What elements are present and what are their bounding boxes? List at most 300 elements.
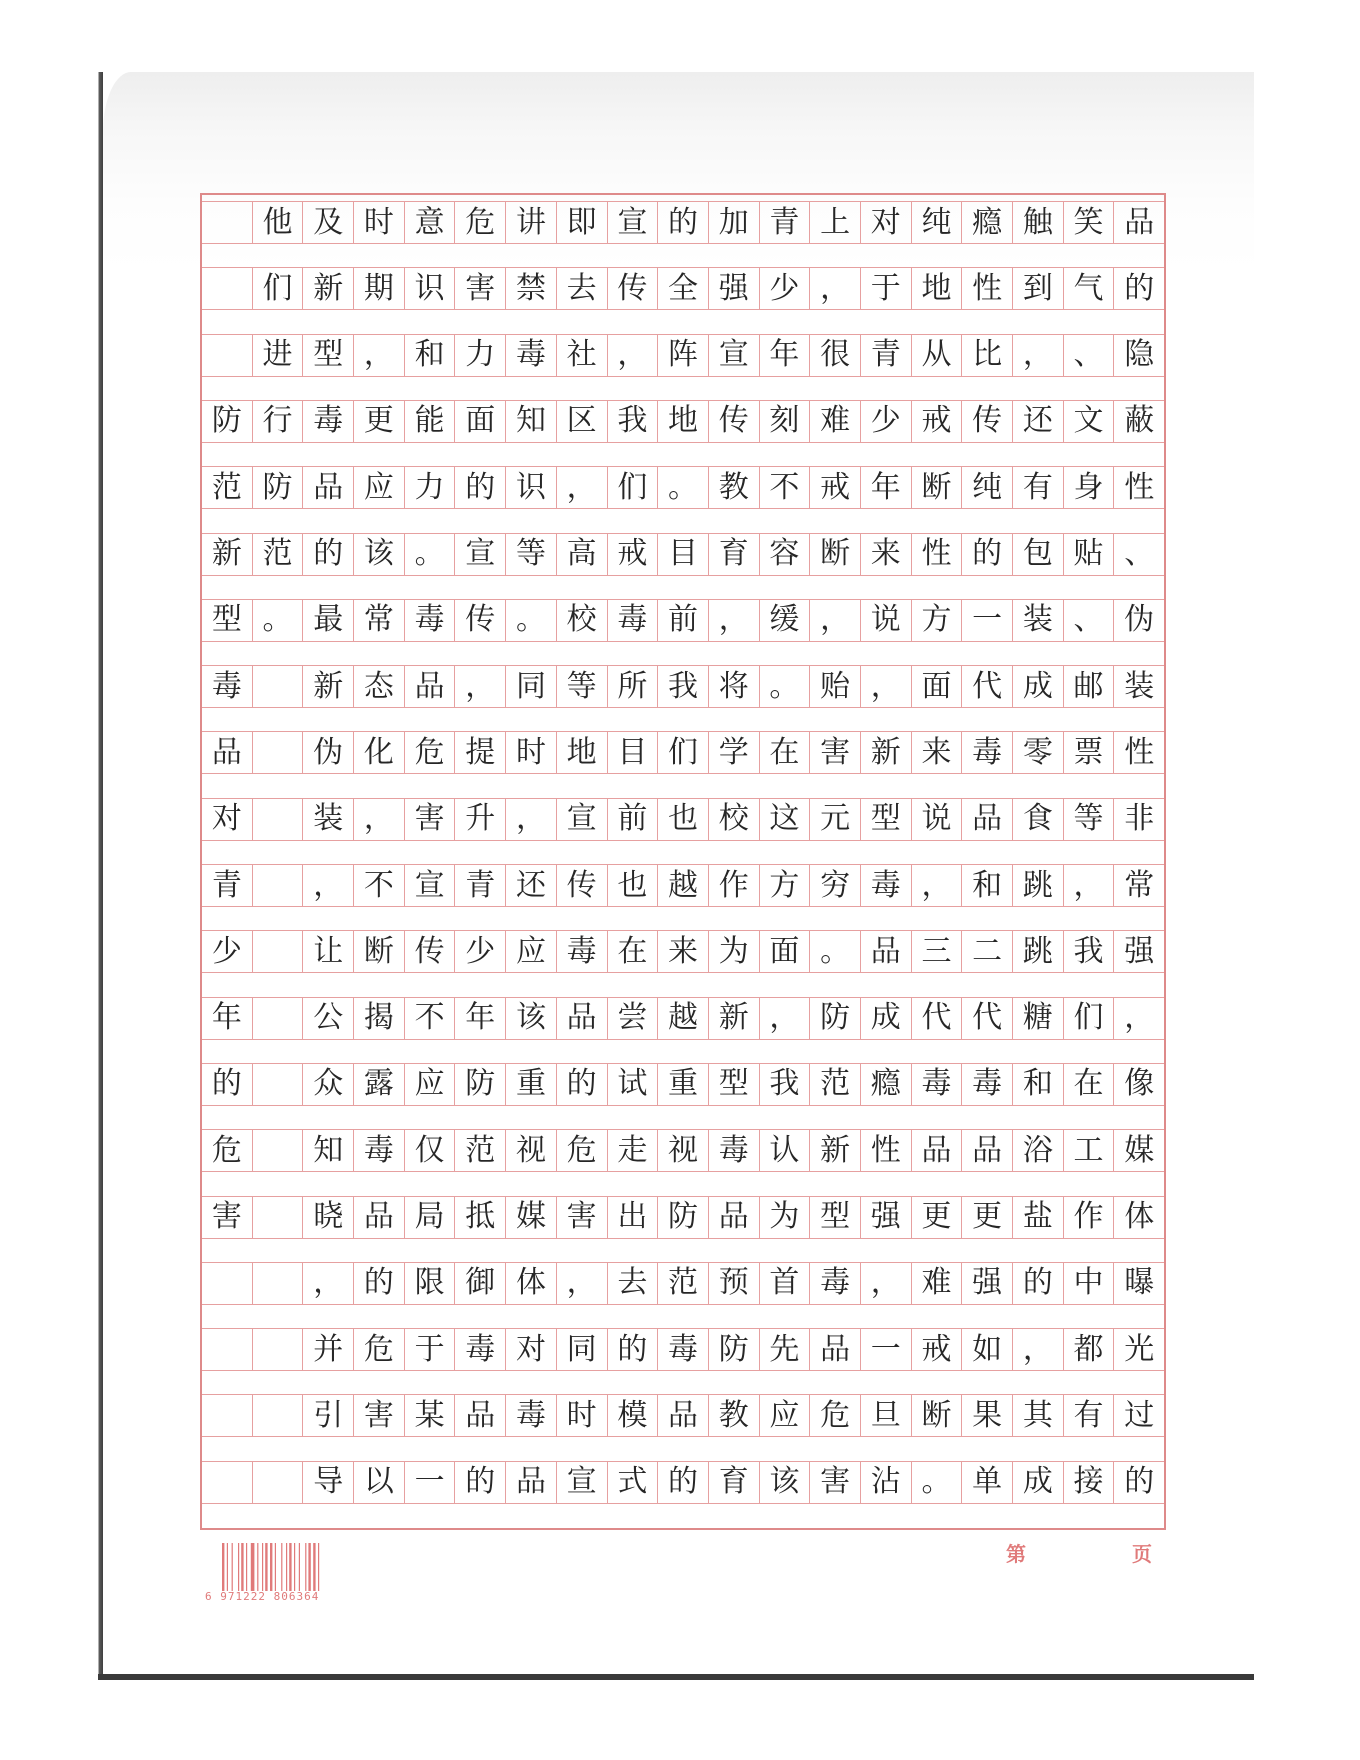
grid-cell bbox=[252, 799, 303, 840]
grid-cell: 范 bbox=[809, 1064, 860, 1105]
grid-cell: 瘾 bbox=[961, 202, 1012, 243]
grid-cell: 于 bbox=[404, 1329, 455, 1370]
grid-cell: 害 bbox=[809, 732, 860, 773]
grid-cell: 升 bbox=[454, 799, 505, 840]
grid-cell: 都 bbox=[1063, 1329, 1114, 1370]
grid-cell: 将 bbox=[708, 666, 759, 707]
grid-cell: 纯 bbox=[911, 202, 962, 243]
grid-cell: 该 bbox=[353, 534, 404, 575]
grid-row bbox=[202, 533, 1164, 576]
grid-cell: 年 bbox=[454, 998, 505, 1039]
grid-cell bbox=[252, 1329, 303, 1370]
grid-cell: 视 bbox=[657, 1130, 708, 1171]
grid-cell: 毒 bbox=[211, 668, 242, 704]
grid-cell: 识 bbox=[505, 467, 556, 508]
grid-cell: 众 bbox=[302, 1064, 353, 1105]
grid-cell: 露 bbox=[353, 1064, 404, 1105]
grid-cell: 面 bbox=[911, 666, 962, 707]
grid-cell: ， bbox=[353, 335, 404, 376]
grid-cell: 更 bbox=[353, 401, 404, 442]
grid-cell: 毒 bbox=[708, 1130, 759, 1171]
grid-cell: 能 bbox=[404, 401, 455, 442]
grid-cell: 戒 bbox=[607, 534, 658, 575]
barcode-image bbox=[222, 1543, 368, 1591]
grid-cell: 毒 bbox=[961, 1064, 1012, 1105]
grid-cell: 笑 bbox=[1063, 202, 1114, 243]
grid-cell: 危 bbox=[353, 1329, 404, 1370]
grid-cell: 。 bbox=[759, 666, 810, 707]
grid-cell: 。 bbox=[911, 1462, 962, 1503]
grid-cell: 应 bbox=[353, 467, 404, 508]
grid-cell: 装 bbox=[1113, 666, 1164, 707]
barcode-number: 6 971222 806364 bbox=[205, 1590, 320, 1603]
grid-cell: 前 bbox=[607, 799, 658, 840]
grid-cell bbox=[252, 1064, 303, 1105]
grid-row bbox=[202, 1196, 1164, 1239]
grid-cell: 二 bbox=[961, 931, 1012, 972]
grid-cell: 。 bbox=[252, 600, 303, 641]
grid-cell: 力 bbox=[454, 335, 505, 376]
grid-cell: 教 bbox=[708, 1395, 759, 1436]
grid-cell: 加 bbox=[708, 202, 759, 243]
grid-cell: ， bbox=[302, 865, 353, 906]
grid-cell: 毒 bbox=[353, 1130, 404, 1171]
grid-cell: 票 bbox=[1063, 732, 1114, 773]
grid-cell: 不 bbox=[404, 998, 455, 1039]
grid-cell: 盐 bbox=[1012, 1197, 1063, 1238]
grid-cell: 还 bbox=[505, 865, 556, 906]
grid-cell: 文 bbox=[1063, 401, 1114, 442]
grid-row bbox=[202, 1063, 1164, 1106]
grid-cell: 在 bbox=[759, 732, 810, 773]
grid-cell: 应 bbox=[759, 1395, 810, 1436]
grid-cell: 性 bbox=[860, 1130, 911, 1171]
grid-cell: 曝 bbox=[1113, 1263, 1164, 1304]
grid-cell: 防 bbox=[454, 1064, 505, 1105]
grid-cell: 面 bbox=[454, 401, 505, 442]
scan-background-left bbox=[0, 72, 103, 1678]
grid-cell: 我 bbox=[1063, 931, 1114, 972]
grid-cell: 不 bbox=[353, 865, 404, 906]
grid-cell: 戒 bbox=[911, 401, 962, 442]
grid-cell: 的 bbox=[454, 467, 505, 508]
grid-cell: 断 bbox=[353, 931, 404, 972]
grid-cell: 范 bbox=[252, 534, 303, 575]
grid-cell: ， bbox=[809, 268, 860, 309]
grid-cell: 传 bbox=[961, 401, 1012, 442]
grid-cell: 少 bbox=[860, 401, 911, 442]
grid-cell: 食 bbox=[1012, 799, 1063, 840]
grid-cell: ， bbox=[1063, 865, 1114, 906]
grid-cell: 为 bbox=[708, 931, 759, 972]
grid-cell: 工 bbox=[1063, 1130, 1114, 1171]
grid-cell bbox=[252, 1395, 303, 1436]
grid-cell: 毒 bbox=[454, 1329, 505, 1370]
grid-cell: 应 bbox=[404, 1064, 455, 1105]
grid-cell: 对 bbox=[505, 1329, 556, 1370]
grid-cell: 这 bbox=[759, 799, 810, 840]
grid-cell: 跳 bbox=[1012, 931, 1063, 972]
grid-cell: 并 bbox=[302, 1329, 353, 1370]
grid-cell: 区 bbox=[556, 401, 607, 442]
grid-cell: 装 bbox=[302, 799, 353, 840]
grid-cell: 地 bbox=[657, 401, 708, 442]
grid-cell: 品 bbox=[961, 799, 1012, 840]
grid-cell: 更 bbox=[961, 1197, 1012, 1238]
grid-cell: 最 bbox=[302, 600, 353, 641]
grid-cell: 容 bbox=[759, 534, 810, 575]
grid-cell: 时 bbox=[505, 732, 556, 773]
grid-cell: 态 bbox=[353, 666, 404, 707]
grid-cell: 为 bbox=[759, 1197, 810, 1238]
grid-cell bbox=[202, 268, 252, 309]
grid-cell: 时 bbox=[353, 202, 404, 243]
grid-cell: 危 bbox=[454, 202, 505, 243]
grid-cell: 危 bbox=[404, 732, 455, 773]
grid-cell: 以 bbox=[353, 1462, 404, 1503]
grid-cell: 们 bbox=[607, 467, 658, 508]
grid-cell: 防 bbox=[211, 403, 242, 439]
grid-cell: 少 bbox=[759, 268, 810, 309]
grid-cell: 代 bbox=[961, 666, 1012, 707]
grid-cell: 和 bbox=[404, 335, 455, 376]
grid-cell: 果 bbox=[961, 1395, 1012, 1436]
grid-cell: 视 bbox=[505, 1130, 556, 1171]
grid-row bbox=[202, 1461, 1164, 1504]
grid-cell bbox=[202, 1395, 252, 1436]
grid-cell: 学 bbox=[708, 732, 759, 773]
grid-cell: 品 bbox=[860, 931, 911, 972]
grid-cell: 一 bbox=[404, 1462, 455, 1503]
grid-cell: 新 bbox=[211, 536, 242, 571]
grid-cell: 的 bbox=[353, 1263, 404, 1304]
grid-cell: 新 bbox=[860, 732, 911, 773]
grid-cell: 瘾 bbox=[860, 1064, 911, 1105]
grid-cell: 毒 bbox=[302, 401, 353, 442]
grid-cell: 性 bbox=[1113, 732, 1164, 773]
grid-cell: 品 bbox=[911, 1130, 962, 1171]
grid-cell: 宣 bbox=[556, 799, 607, 840]
grid-cell: 毒 bbox=[657, 1329, 708, 1370]
grid-cell bbox=[202, 335, 252, 376]
grid-cell: 来 bbox=[860, 534, 911, 575]
grid-row bbox=[202, 400, 1164, 443]
writing-grid bbox=[200, 193, 1166, 1530]
grid-cell: 危 bbox=[556, 1130, 607, 1171]
grid-cell: 抵 bbox=[454, 1197, 505, 1238]
grid-cell bbox=[252, 1197, 303, 1238]
grid-cell: 常 bbox=[1113, 865, 1164, 906]
grid-cell: 其 bbox=[1012, 1395, 1063, 1436]
grid-cell: 他 bbox=[252, 202, 303, 243]
grid-cell: 青 bbox=[759, 202, 810, 243]
grid-cell: ， bbox=[759, 998, 810, 1039]
grid-cell: 社 bbox=[556, 335, 607, 376]
grid-cell: 体 bbox=[1113, 1197, 1164, 1238]
grid-cell: 尝 bbox=[607, 998, 658, 1039]
grid-cell: 的 bbox=[657, 1462, 708, 1503]
grid-cell: 少 bbox=[454, 931, 505, 972]
grid-cell: 地 bbox=[911, 268, 962, 309]
grid-cell: 刻 bbox=[759, 401, 810, 442]
grid-cell: 出 bbox=[607, 1197, 658, 1238]
grid-cell: 光 bbox=[1113, 1329, 1164, 1370]
grid-cell bbox=[252, 1263, 303, 1304]
grid-cell: 校 bbox=[556, 600, 607, 641]
grid-cell: 到 bbox=[1012, 268, 1063, 309]
grid-cell: 某 bbox=[404, 1395, 455, 1436]
grid-cell: 新 bbox=[809, 1130, 860, 1171]
grid-cell: 们 bbox=[657, 732, 708, 773]
grid-cell: 的 bbox=[961, 534, 1012, 575]
grid-cell: 毒 bbox=[556, 931, 607, 972]
grid-cell: 晓 bbox=[302, 1197, 353, 1238]
grid-cell: 品 bbox=[708, 1197, 759, 1238]
grid-cell: 一 bbox=[860, 1329, 911, 1370]
grid-cell: 还 bbox=[1012, 401, 1063, 442]
grid-cell: 糖 bbox=[1012, 998, 1063, 1039]
grid-cell: 像 bbox=[1113, 1064, 1164, 1105]
grid-cell: 一 bbox=[961, 600, 1012, 641]
grid-cell: 引 bbox=[302, 1395, 353, 1436]
grid-cell: 更 bbox=[911, 1197, 962, 1238]
grid-cell: 过 bbox=[1113, 1395, 1164, 1436]
grid-cell: 比 bbox=[961, 335, 1012, 376]
grid-cell: 常 bbox=[353, 600, 404, 641]
grid-cell: ， bbox=[860, 666, 911, 707]
scan-background-bottom bbox=[98, 1674, 1254, 1680]
grid-cell: 、 bbox=[1113, 534, 1164, 575]
grid-cell: 品 bbox=[505, 1462, 556, 1503]
grid-cell: 传 bbox=[404, 931, 455, 972]
grid-cell: 来 bbox=[657, 931, 708, 972]
grid-cell: 让 bbox=[302, 931, 353, 972]
grid-cell: 宣 bbox=[454, 534, 505, 575]
grid-cell: 中 bbox=[1063, 1263, 1114, 1304]
grid-cell: 我 bbox=[759, 1064, 810, 1105]
grid-cell: 说 bbox=[860, 600, 911, 641]
grid-row bbox=[202, 466, 1164, 509]
grid-cell bbox=[252, 998, 303, 1039]
grid-cell: 穷 bbox=[809, 865, 860, 906]
grid-cell: 危 bbox=[211, 1132, 242, 1168]
grid-cell bbox=[252, 1462, 303, 1503]
grid-cell: 型 bbox=[708, 1064, 759, 1105]
grid-cell: ， bbox=[556, 1263, 607, 1304]
grid-cell: 新 bbox=[302, 268, 353, 309]
grid-row bbox=[202, 267, 1164, 310]
grid-cell: 旦 bbox=[860, 1395, 911, 1436]
grid-cell: 强 bbox=[1113, 931, 1164, 972]
grid-cell: 在 bbox=[1063, 1064, 1114, 1105]
grid-row bbox=[202, 997, 1164, 1040]
grid-cell: 有 bbox=[1012, 467, 1063, 508]
grid-cell: 去 bbox=[556, 268, 607, 309]
grid-cell: 宣 bbox=[607, 202, 658, 243]
grid-cell: 校 bbox=[708, 799, 759, 840]
grid-cell: 的 bbox=[1012, 1263, 1063, 1304]
grid-cell: ， bbox=[708, 600, 759, 641]
grid-cell: 品 bbox=[809, 1329, 860, 1370]
grid-cell: 我 bbox=[657, 666, 708, 707]
grid-cell bbox=[202, 202, 252, 243]
grid-cell: 宣 bbox=[708, 335, 759, 376]
grid-cell: 育 bbox=[708, 534, 759, 575]
grid-cell: 戒 bbox=[809, 467, 860, 508]
grid-cell: 的 bbox=[211, 1066, 242, 1102]
grid-cell: 宣 bbox=[556, 1462, 607, 1503]
grid-cell: 性 bbox=[911, 534, 962, 575]
grid-cell bbox=[252, 865, 303, 906]
grid-cell: ， bbox=[505, 799, 556, 840]
grid-cell: 即 bbox=[556, 202, 607, 243]
grid-cell: 目 bbox=[657, 534, 708, 575]
grid-cell: 等 bbox=[1063, 799, 1114, 840]
grid-cell: 说 bbox=[911, 799, 962, 840]
grid-cell: 代 bbox=[911, 998, 962, 1039]
grid-cell: 型 bbox=[860, 799, 911, 840]
grid-cell: 去 bbox=[607, 1263, 658, 1304]
grid-cell: 阵 bbox=[657, 335, 708, 376]
grid-cell: 毒 bbox=[809, 1263, 860, 1304]
grid-cell: 传 bbox=[454, 600, 505, 641]
grid-cell: 高 bbox=[556, 534, 607, 575]
grid-cell: 如 bbox=[961, 1329, 1012, 1370]
grid-cell: 断 bbox=[911, 467, 962, 508]
grid-cell: 害 bbox=[809, 1462, 860, 1503]
grid-cell bbox=[252, 666, 303, 707]
grid-cell: 等 bbox=[556, 666, 607, 707]
grid-row bbox=[202, 599, 1164, 642]
grid-cell: 范 bbox=[211, 469, 242, 505]
grid-cell: 作 bbox=[1063, 1197, 1114, 1238]
grid-cell: 装 bbox=[1012, 600, 1063, 641]
grid-cell: 缓 bbox=[759, 600, 810, 641]
grid-cell: 该 bbox=[759, 1462, 810, 1503]
grid-cell bbox=[202, 1329, 252, 1370]
grid-cell: 首 bbox=[759, 1263, 810, 1304]
grid-cell bbox=[202, 1462, 252, 1503]
grid-row bbox=[202, 1394, 1164, 1437]
grid-cell: 上 bbox=[809, 202, 860, 243]
grid-cell: 来 bbox=[911, 732, 962, 773]
grid-cell: 青 bbox=[454, 865, 505, 906]
grid-cell: 毒 bbox=[505, 1395, 556, 1436]
grid-cell: 品 bbox=[556, 998, 607, 1039]
grid-cell: ， bbox=[607, 335, 658, 376]
grid-cell: 毒 bbox=[505, 335, 556, 376]
grid-cell: 型 bbox=[302, 335, 353, 376]
grid-cell: 年 bbox=[211, 1000, 242, 1036]
grid-cell: 防 bbox=[809, 998, 860, 1039]
grid-cell: 式 bbox=[607, 1462, 658, 1503]
grid-cell: 害 bbox=[211, 1199, 242, 1234]
grid-cell: 越 bbox=[657, 865, 708, 906]
grid-cell: 也 bbox=[607, 865, 658, 906]
grid-cell: 单 bbox=[961, 1462, 1012, 1503]
grid-cell: 等 bbox=[505, 534, 556, 575]
grid-cell: 型 bbox=[809, 1197, 860, 1238]
grid-cell: 媒 bbox=[1113, 1130, 1164, 1171]
grid-row bbox=[202, 665, 1164, 708]
grid-cell: 伪 bbox=[1113, 600, 1164, 641]
grid-cell: 预 bbox=[708, 1263, 759, 1304]
grid-cell: 知 bbox=[302, 1130, 353, 1171]
grid-cell: 断 bbox=[809, 534, 860, 575]
grid-cell: 断 bbox=[911, 1395, 962, 1436]
grid-cell: 触 bbox=[1012, 202, 1063, 243]
grid-cell: 不 bbox=[759, 467, 810, 508]
page-label-prefix: 第 bbox=[1006, 1542, 1026, 1566]
grid-cell: 成 bbox=[860, 998, 911, 1039]
grid-cell: ， bbox=[1113, 998, 1164, 1039]
grid-cell: 品 bbox=[211, 734, 242, 770]
grid-cell: 对 bbox=[211, 801, 242, 837]
grid-cell: ， bbox=[1012, 1329, 1063, 1370]
grid-cell: 成 bbox=[1012, 666, 1063, 707]
grid-cell: 的 bbox=[302, 534, 353, 575]
grid-cell: 零 bbox=[1012, 732, 1063, 773]
grid-cell: 我 bbox=[607, 401, 658, 442]
grid-cell: 御 bbox=[454, 1263, 505, 1304]
grid-cell: 方 bbox=[759, 865, 810, 906]
grid-cell: 育 bbox=[708, 1462, 759, 1503]
grid-cell: 从 bbox=[911, 335, 962, 376]
grid-cell: 仅 bbox=[404, 1130, 455, 1171]
grid-cell: 隐 bbox=[1113, 335, 1164, 376]
grid-cell bbox=[252, 732, 303, 773]
grid-cell: 进 bbox=[252, 335, 303, 376]
grid-cell: 局 bbox=[404, 1197, 455, 1238]
grid-cell: 戒 bbox=[911, 1329, 962, 1370]
grid-cell: 性 bbox=[1113, 467, 1164, 508]
grid-cell: 身 bbox=[1063, 467, 1114, 508]
grid-cell: 们 bbox=[1063, 998, 1114, 1039]
grid-cell: 品 bbox=[961, 1130, 1012, 1171]
grid-cell: 品 bbox=[353, 1197, 404, 1238]
grid-cell: 成 bbox=[1012, 1462, 1063, 1503]
grid-cell: 害 bbox=[556, 1197, 607, 1238]
grid-cell: 目 bbox=[607, 732, 658, 773]
grid-cell: 害 bbox=[404, 799, 455, 840]
grid-cell: 气 bbox=[1063, 268, 1114, 309]
grid-cell: 时 bbox=[556, 1395, 607, 1436]
grid-cell: 纯 bbox=[961, 467, 1012, 508]
grid-cell: 所 bbox=[607, 666, 658, 707]
grid-cell: 代 bbox=[961, 998, 1012, 1039]
grid-cell: 该 bbox=[505, 998, 556, 1039]
grid-cell: 传 bbox=[708, 401, 759, 442]
grid-cell: ， bbox=[1012, 335, 1063, 376]
grid-cell: 年 bbox=[759, 335, 810, 376]
grid-cell: 对 bbox=[860, 202, 911, 243]
grid-row bbox=[202, 201, 1164, 244]
grid-cell: 沾 bbox=[860, 1462, 911, 1503]
grid-cell: 揭 bbox=[353, 998, 404, 1039]
grid-cell: 非 bbox=[1113, 799, 1164, 840]
grid-cell: 模 bbox=[607, 1395, 658, 1436]
grid-cell: 品 bbox=[657, 1395, 708, 1436]
grid-cell: 同 bbox=[505, 666, 556, 707]
grid-cell: 浴 bbox=[1012, 1130, 1063, 1171]
grid-cell: 的 bbox=[556, 1064, 607, 1105]
grid-row bbox=[202, 1129, 1164, 1172]
grid-cell: 也 bbox=[657, 799, 708, 840]
grid-cell: 提 bbox=[454, 732, 505, 773]
grid-cell: 青 bbox=[211, 867, 242, 903]
grid-cell: 害 bbox=[454, 268, 505, 309]
grid-cell: 毒 bbox=[860, 865, 911, 906]
